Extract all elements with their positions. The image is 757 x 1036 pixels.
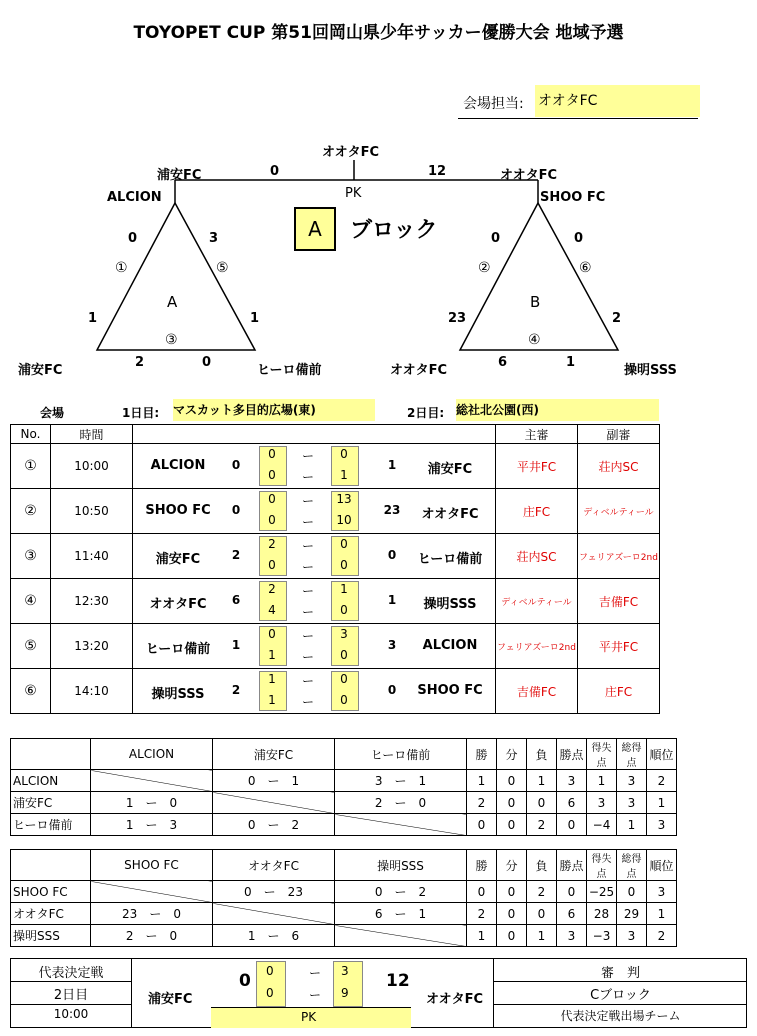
dash-2: ー — [301, 650, 314, 664]
bracket-right-final-score: 12 — [428, 164, 447, 179]
away-total: 1 — [387, 593, 397, 607]
standings-rank: 3 — [647, 814, 677, 836]
match-score-cell — [133, 579, 496, 624]
match-row — [11, 579, 660, 624]
day2-venue: 総社北公園(西) — [456, 399, 659, 421]
standings-self-cell — [213, 903, 335, 925]
standings-col-win: 勝 — [467, 739, 497, 770]
away-half1: 0 — [340, 672, 348, 686]
standings-result: 1 ー 6 — [213, 925, 335, 947]
standings-win: 0 — [467, 814, 497, 836]
home-half2: 0 — [268, 513, 276, 527]
header-time: 時間 — [51, 425, 133, 444]
venue-manager-label: 会場担当: — [463, 96, 524, 112]
standings-draw: 0 — [497, 814, 527, 836]
standings-points: 3 — [557, 925, 587, 947]
home-half2: 0 — [268, 468, 276, 482]
home-total: 2 — [231, 548, 241, 562]
away-half2: 0 — [340, 648, 348, 662]
standings-row — [11, 792, 677, 814]
dash-1: ー — [301, 539, 314, 553]
standings-result: 0 ー 1 — [213, 770, 335, 792]
match-no: ④ — [11, 579, 51, 624]
match-row — [11, 534, 660, 579]
away-team: 浦安FC — [427, 462, 473, 477]
standings-team: ALCION — [11, 770, 91, 792]
dash-1: ー — [301, 629, 314, 643]
match-no: ⑥ — [11, 669, 51, 714]
away-half1: 0 — [340, 537, 348, 551]
away-half1: 13 — [336, 492, 352, 506]
away-total: 0 — [387, 548, 397, 562]
match-time: 11:40 — [51, 534, 133, 579]
standings-rank: 1 — [647, 792, 677, 814]
group-a-match3-marker: ③ — [165, 332, 178, 348]
standings-goals-for: 29 — [617, 903, 647, 925]
home-team: オオタFC — [149, 597, 207, 612]
bracket-left-final-team: 浦安FC — [157, 168, 202, 183]
standings-col-goals-for: 総得点 — [617, 739, 647, 770]
home-half1: 2 — [268, 582, 276, 596]
final-referee-cell — [493, 959, 747, 1027]
home-half2: 0 — [268, 558, 276, 572]
standings-win: 2 — [467, 792, 497, 814]
standings-corner — [11, 739, 91, 770]
away-half2: 1 — [340, 468, 348, 482]
main-referee: 平井FC — [496, 444, 578, 489]
dash-2: ー — [301, 470, 314, 484]
group-a-match5-marker: ⑤ — [216, 260, 229, 276]
header-main-ref: 主審 — [496, 425, 578, 444]
away-team: 操明SSS — [423, 597, 477, 612]
dash-2: ー — [301, 695, 314, 709]
home-half1: 0 — [268, 627, 276, 641]
standings-loss: 1 — [527, 770, 557, 792]
away-team: SHOO FC — [417, 683, 483, 698]
home-team: 浦安FC — [155, 552, 201, 567]
standings-draw: 0 — [497, 770, 527, 792]
group-a-bottom-right-score: 0 — [202, 355, 212, 370]
main-referee: 荘内SC — [496, 534, 578, 579]
match-time: 10:50 — [51, 489, 133, 534]
final-a2: 9 — [341, 986, 349, 1000]
standings-goal-diff: 28 — [587, 903, 617, 925]
match-time: 13:20 — [51, 624, 133, 669]
standings-result: 3 ー 1 — [335, 770, 467, 792]
standings-draw: 0 — [497, 881, 527, 903]
final-away-score: 12 — [386, 971, 410, 991]
match-score-cell — [133, 444, 496, 489]
final-h1: 0 — [266, 964, 274, 978]
standings-self-cell — [91, 770, 213, 792]
standings-col-loss: 負 — [527, 739, 557, 770]
final-pk-label: PK — [301, 1010, 317, 1024]
sub-referee: フェリアズーロ2nd — [578, 534, 660, 579]
standings-goal-diff: 1 — [587, 770, 617, 792]
standings-col-win: 勝 — [467, 850, 497, 881]
group-a-bottom-left-score: 2 — [135, 355, 145, 370]
standings-col-team: SHOO FC — [91, 850, 213, 881]
away-team: オオタFC — [421, 507, 479, 522]
bracket-right-apex-team: SHOO FC — [540, 190, 606, 205]
group-b-right-bottom-score: 2 — [612, 311, 622, 326]
standings-result: 0 ー 2 — [335, 881, 467, 903]
standings-row — [11, 814, 677, 836]
away-half2: 0 — [340, 558, 348, 572]
standings-row — [11, 770, 677, 792]
standings-team: 操明SSS — [11, 925, 91, 947]
standings-corner — [11, 850, 91, 881]
match-time: 12:30 — [51, 579, 133, 624]
standings-row — [11, 881, 677, 903]
group-b-bottom-left-team: オオタFC — [390, 363, 448, 378]
standings-points: 3 — [557, 770, 587, 792]
standings-table-a — [10, 738, 677, 836]
group-a-bottom-right-team: ヒーロ備前 — [257, 363, 322, 378]
group-b-bottom-left-score: 6 — [498, 355, 508, 370]
block-letter: A — [294, 207, 336, 251]
final-home-team: 浦安FC — [148, 992, 193, 1007]
dash-2: ー — [301, 515, 314, 529]
final-home-score: 0 — [239, 971, 251, 991]
standings-goals-for: 1 — [617, 814, 647, 836]
final-day: 2日目 — [53, 988, 89, 1003]
dash-1: ー — [301, 494, 314, 508]
standings-rank: 1 — [647, 903, 677, 925]
standings-goal-diff: −3 — [587, 925, 617, 947]
group-b-match6-marker: ⑥ — [579, 260, 592, 276]
standings-rank: 2 — [647, 770, 677, 792]
sub-referee: 平井FC — [578, 624, 660, 669]
standings-goals-for: 3 — [617, 770, 647, 792]
standings-col-rank: 順位 — [647, 850, 677, 881]
day1-venue: マスカット多目的広場(東) — [173, 399, 375, 421]
standings-col-team: ヒーロ備前 — [335, 739, 467, 770]
standings-draw: 0 — [497, 925, 527, 947]
match-no: ② — [11, 489, 51, 534]
standings-col-team: ALCION — [91, 739, 213, 770]
match-row — [11, 444, 660, 489]
sub-referee: 吉備FC — [578, 579, 660, 624]
match-time: 10:00 — [51, 444, 133, 489]
standings-win: 1 — [467, 925, 497, 947]
home-half2: 4 — [268, 603, 276, 617]
group-a-left-bottom-score: 1 — [88, 311, 98, 326]
away-half1: 1 — [340, 582, 348, 596]
bracket-left-final-score: 0 — [270, 164, 280, 179]
match-row — [11, 624, 660, 669]
bracket-top-team: オオタFC — [322, 145, 380, 160]
standings-col-goal-diff: 得失点 — [587, 850, 617, 881]
final-dash1: ー — [309, 966, 322, 980]
away-team: ヒーロ備前 — [417, 552, 483, 567]
group-a-match1-marker: ① — [115, 260, 128, 276]
sub-referee: 荘内SC — [578, 444, 660, 489]
standings-team: SHOO FC — [11, 881, 91, 903]
group-b-match2-marker: ② — [478, 260, 491, 276]
block-label: ブロック — [350, 218, 438, 243]
home-team: ALCION — [150, 458, 206, 473]
standings-col-goal-diff: 得失点 — [587, 739, 617, 770]
main-referee: ディベルティール — [496, 579, 578, 624]
standings-goal-diff: −4 — [587, 814, 617, 836]
dash-2: ー — [301, 605, 314, 619]
standings-self-cell — [335, 925, 467, 947]
group-a-left-top-score: 0 — [128, 231, 138, 246]
bracket-left-apex-team: ALCION — [107, 190, 162, 205]
standings-goal-diff: −25 — [587, 881, 617, 903]
page-title: TOYOPET CUP 第51回岡山県少年サッカー優勝大会 地域予選 — [133, 23, 624, 43]
final-a1: 3 — [341, 964, 349, 978]
away-total: 23 — [383, 503, 401, 517]
standings-goals-for: 3 — [617, 925, 647, 947]
away-half1: 0 — [340, 447, 348, 461]
standings-loss: 0 — [527, 792, 557, 814]
standings-col-team: 操明SSS — [335, 850, 467, 881]
home-half2: 1 — [268, 648, 276, 662]
standings-rank: 3 — [647, 881, 677, 903]
group-b-match4-marker: ④ — [528, 332, 541, 348]
match-no: ① — [11, 444, 51, 489]
group-b-bottom-right-score: 1 — [566, 355, 576, 370]
group-a-right-bottom-score: 1 — [250, 311, 260, 326]
venues-label: 会場 — [40, 406, 65, 420]
standings-goals-for: 0 — [617, 881, 647, 903]
final-h2: 0 — [266, 986, 274, 1000]
main-referee: フェリアズーロ2nd — [496, 624, 578, 669]
standings-col-loss: 負 — [527, 850, 557, 881]
home-half2: 1 — [268, 693, 276, 707]
main-referee: 庄FC — [496, 489, 578, 534]
away-total: 0 — [387, 683, 397, 697]
header-no: No. — [11, 425, 51, 444]
standings-self-cell — [335, 814, 467, 836]
home-total: 2 — [231, 683, 241, 697]
final-ref-label: 審 判 — [600, 966, 640, 981]
away-half2: 0 — [340, 603, 348, 617]
sub-referee: ディベルティール — [578, 489, 660, 534]
standings-result: 0 ー 23 — [213, 881, 335, 903]
group-b-left-top-score: 0 — [491, 231, 501, 246]
standings-self-cell — [91, 881, 213, 903]
standings-win: 0 — [467, 881, 497, 903]
standings-goals-for: 3 — [617, 792, 647, 814]
away-half2: 10 — [336, 513, 352, 527]
match-score-cell — [133, 669, 496, 714]
group-b-bottom-right-team: 操明SSS — [624, 363, 677, 378]
final-dash2: ー — [309, 988, 322, 1002]
final-label: 代表決定戦 — [38, 966, 104, 981]
standings-team: 浦安FC — [11, 792, 91, 814]
match-time: 14:10 — [51, 669, 133, 714]
home-total: 0 — [231, 503, 241, 517]
standings-team: ヒーロ備前 — [11, 814, 91, 836]
final-info-cell — [11, 959, 132, 1027]
standings-col-points: 勝点 — [557, 739, 587, 770]
dash-1: ー — [301, 584, 314, 598]
group-a-right-top-score: 3 — [209, 231, 219, 246]
standings-col-goals-for: 総得点 — [617, 850, 647, 881]
standings-col-points: 勝点 — [557, 850, 587, 881]
standings-result: 23 ー 0 — [91, 903, 213, 925]
home-half1: 0 — [268, 447, 276, 461]
standings-loss: 2 — [527, 881, 557, 903]
sub-referee: 庄FC — [578, 669, 660, 714]
final-time: 10:00 — [53, 1007, 89, 1021]
standings-row — [11, 903, 677, 925]
match-no: ⑤ — [11, 624, 51, 669]
group-a-name: A — [167, 293, 178, 311]
standings-points: 6 — [557, 903, 587, 925]
standings-table-b — [10, 849, 677, 947]
standings-self-cell — [213, 792, 335, 814]
home-total: 6 — [231, 593, 241, 607]
away-half1: 3 — [340, 627, 348, 641]
match-score-cell — [133, 624, 496, 669]
venue-manager-team: オオタFC — [535, 85, 700, 117]
standings-result: 1 ー 3 — [91, 814, 213, 836]
final-ref-block: Cブロック — [590, 988, 651, 1003]
bracket-pk-label: PK — [345, 186, 362, 201]
day1-label: 1日目: — [122, 406, 160, 420]
standings-points: 0 — [557, 881, 587, 903]
standings-loss: 1 — [527, 925, 557, 947]
standings-team: オオタFC — [11, 903, 91, 925]
standings-result: 2 ー 0 — [335, 792, 467, 814]
match-row — [11, 669, 660, 714]
standings-result: 0 ー 2 — [213, 814, 335, 836]
standings-goal-diff: 3 — [587, 792, 617, 814]
dash-1: ー — [301, 449, 314, 463]
day2-label: 2日目: — [407, 406, 445, 420]
schedule-table — [10, 424, 660, 714]
standings-col-rank: 順位 — [647, 739, 677, 770]
standings-col-team: オオタFC — [213, 850, 335, 881]
header-match — [133, 425, 496, 444]
dash-1: ー — [301, 674, 314, 688]
standings-row — [11, 925, 677, 947]
match-row — [11, 489, 660, 534]
header-sub-ref: 副審 — [578, 425, 660, 444]
dash-2: ー — [301, 560, 314, 574]
standings-points: 0 — [557, 814, 587, 836]
standings-col-draw: 分 — [497, 850, 527, 881]
group-b-right-top-score: 0 — [574, 231, 584, 246]
home-half1: 0 — [268, 492, 276, 506]
home-half1: 1 — [268, 672, 276, 686]
match-score-cell — [133, 489, 496, 534]
standings-draw: 0 — [497, 792, 527, 814]
match-no: ③ — [11, 534, 51, 579]
final-ref-team: 代表決定戦出場チーム — [560, 1009, 681, 1023]
home-half1: 2 — [268, 537, 276, 551]
away-total: 1 — [387, 458, 397, 472]
away-team: ALCION — [422, 638, 478, 653]
home-total: 1 — [231, 638, 241, 652]
home-team: SHOO FC — [145, 503, 211, 518]
standings-col-team: 浦安FC — [213, 739, 335, 770]
standings-rank: 2 — [647, 925, 677, 947]
standings-col-draw: 分 — [497, 739, 527, 770]
final-match-box — [10, 958, 747, 1028]
standings-points: 6 — [557, 792, 587, 814]
final-away-team: オオタFC — [426, 992, 484, 1007]
standings-result: 2 ー 0 — [91, 925, 213, 947]
group-a-bottom-left-team: 浦安FC — [18, 363, 63, 378]
main-referee: 吉備FC — [496, 669, 578, 714]
standings-loss: 0 — [527, 903, 557, 925]
group-b-name: B — [530, 293, 541, 311]
standings-win: 1 — [467, 770, 497, 792]
bracket-right-final-team: オオタFC — [500, 168, 558, 183]
standings-draw: 0 — [497, 903, 527, 925]
standings-result: 6 ー 1 — [335, 903, 467, 925]
home-team: ヒーロ備前 — [145, 642, 211, 657]
standings-result: 1 ー 0 — [91, 792, 213, 814]
standings-loss: 2 — [527, 814, 557, 836]
match-score-cell — [133, 534, 496, 579]
group-b-left-bottom-score: 23 — [448, 311, 467, 326]
home-total: 0 — [231, 458, 241, 472]
away-total: 3 — [387, 638, 397, 652]
away-half2: 0 — [340, 693, 348, 707]
standings-win: 2 — [467, 903, 497, 925]
home-team: 操明SSS — [151, 687, 205, 702]
